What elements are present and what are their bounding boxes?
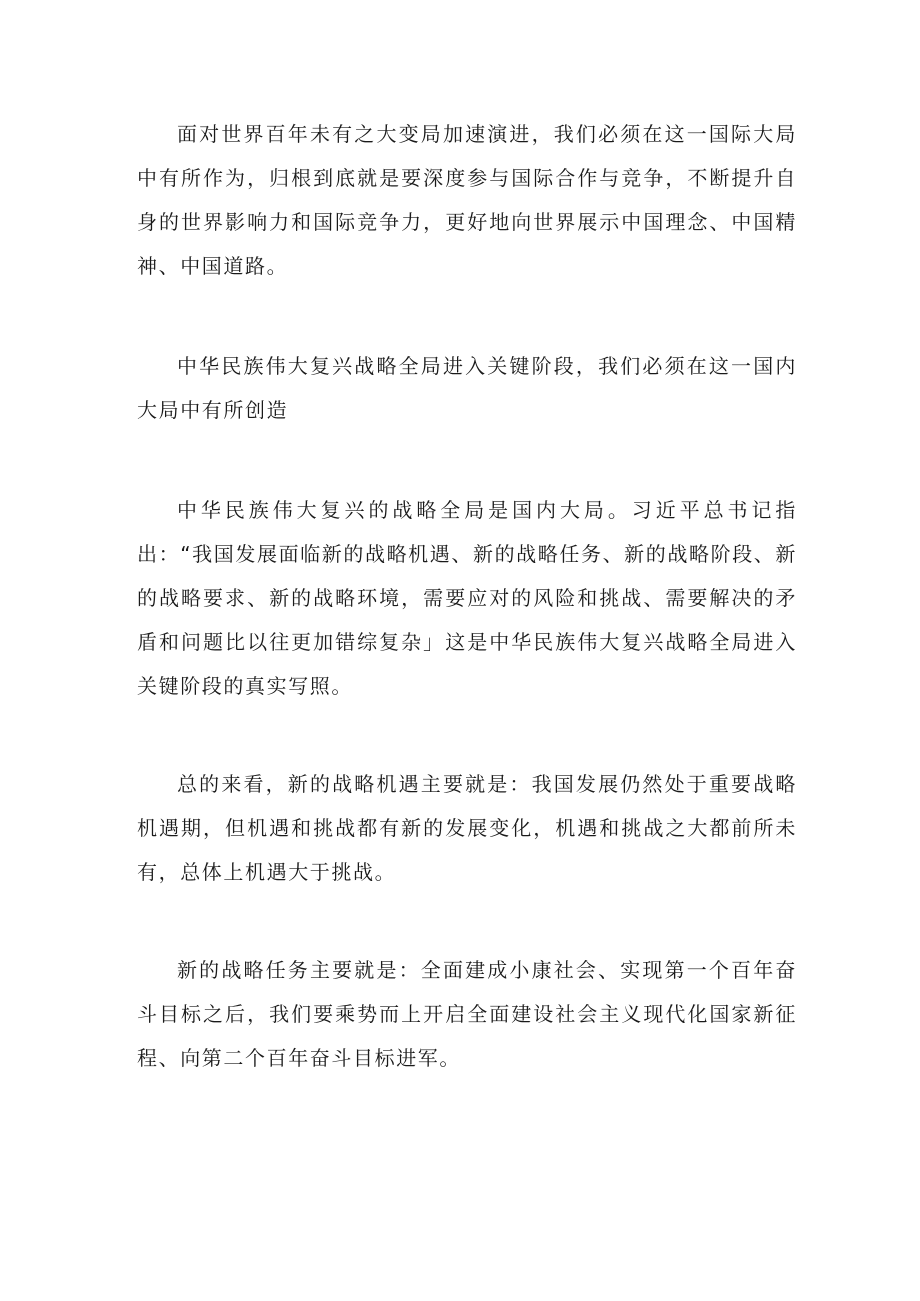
paragraph-spacer	[137, 894, 797, 948]
paragraph-spacer	[137, 288, 797, 344]
paragraph-1: 面对世界百年未有之大变局加速演进，我们必须在这一国际大局中有所作为，归根到底就是要深度参与国际合作与竞争，不断提升自身的世界影响力和国际竞争力，更好地向世界展示中国理念、中国精神、中国道路。	[137, 122, 797, 278]
paragraph-2-heading: 中华民族伟大复兴战略全局进入关键阶段，我们必须在这一国内大局中有所创造	[137, 354, 797, 422]
paragraph-5: 新的战略任务主要就是：全面建成小康社会、实现第一个百年奋斗目标之后，我们要乘势而上开启全面建设社会主义现代化国家新征程、向第二个百年奋斗目标进军。	[137, 958, 797, 1070]
paragraph-spacer	[137, 432, 797, 488]
paragraph-3: 中华民族伟大复兴的战略全局是国内大局。习近平总书记指出：“我国发展面临新的战略机遇、新的战略任务、新的战略阶段、新的战略要求、新的战略环境，需要应对的风险和挑战、需要解决的矛盾和问题比以往更加错综复杂」这是中华民族伟大复兴战略全局进入关键阶段的真实写照。	[137, 498, 797, 698]
document-body	[137, 112, 797, 1080]
paragraph-4: 总的来看，新的战略机遇主要就是：我国发展仍然处于重要战略机遇期，但机遇和挑战都有新的发展变化，机遇和挑战之大都前所未有，总体上机遇大于挑战。	[137, 772, 797, 884]
paragraph-spacer	[137, 708, 797, 762]
